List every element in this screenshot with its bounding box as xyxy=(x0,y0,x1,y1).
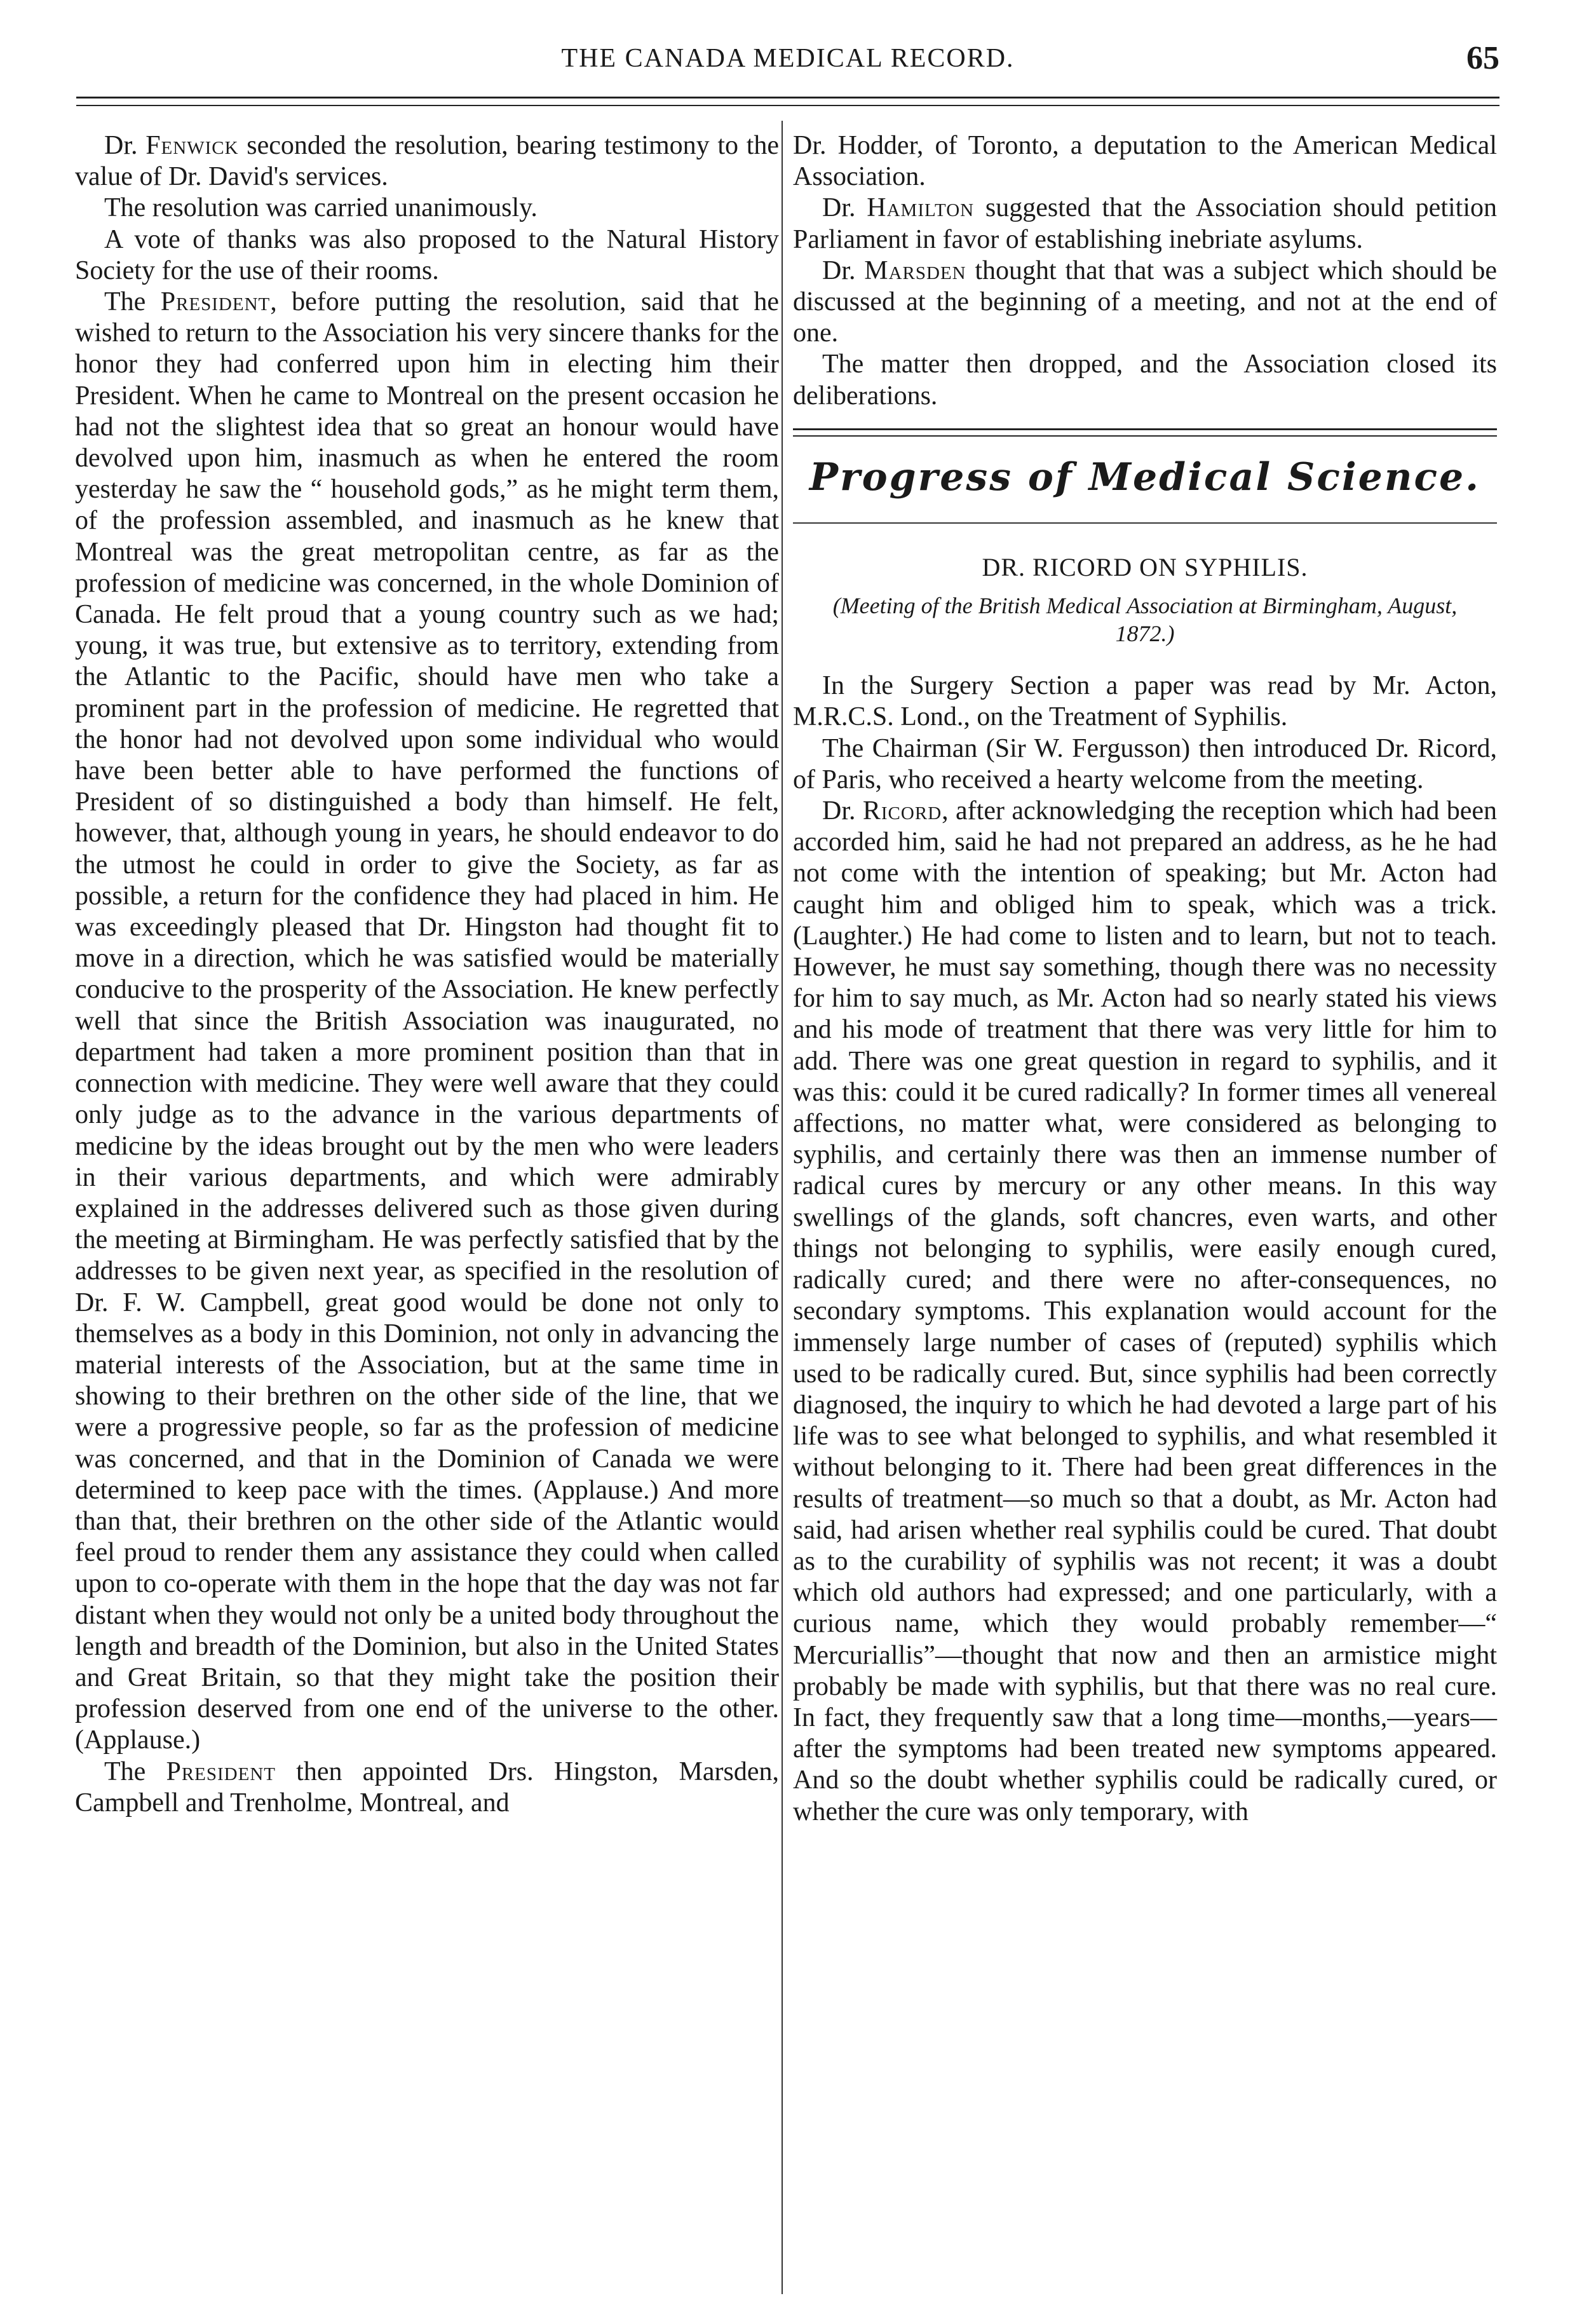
journal-title: THE CANADA MEDICAL RECORD. xyxy=(561,44,1015,73)
section-rule xyxy=(793,428,1497,437)
page-number: 65 xyxy=(1466,40,1499,76)
paragraph: Dr. Ricord, after acknowledging the reception which had been accorded him, said he had not prepared an address, as he he had not come with the intention of speaking; but Mr. Acton had caught him and obliged him to speak, which was a trick. (Laughter.) He had come to listen and to learn, but not to teach. However, he must say something, though there was no necessity for him to say much, as Mr. Acton had so nearly stated his views and his mode of treatment that there was very little for him to add. There was one great question in regard to syphilis, and it was this: could it be cured radically? In former times all venereal affections, no matter what, were considered as belonging to syphilis, and certainly there was then an immense number of radical cures by mercury or any other means. In this way swellings of the glands, soft chancres, even warts, and other things not belonging to syphilis, were easily enough cured, radically cured; and there were no after-consequences, no secondary symptoms. This explanation would account for the immensely large number of cases of (reputed) syphilis which used to be radically cured. But, since syphilis had been correctly diagnosed, the inquiry to which he had devoted a large part of his life was to see what belonged to syphilis, and what resembled it without belonging to it. There had been great differences in the results of treatment—so much so that a doubt, as Mr. Acton had said, had arisen whether real syphilis could be cured. That doubt as to the curability of syphilis was not recent; it was a doubt which old authors had expressed; and one particularly, with a curious name, which they would probably remember—“ Mercuriallis”—thought that now and then an armistice might probably be made with syphilis, but that there was no real cure. In fact, they frequently saw that a long time—months,—years—after the symptoms had been treated new symptoms appeared. And so the doubt whether syphilis could be radically cured, or whether the cure was only temporary, with xyxy=(793,796,1497,1826)
paragraph: The resolution was carried unanimously. xyxy=(104,193,538,223)
paragraph: A vote of thanks was also proposed to the Natural History Society for the use of their rooms. xyxy=(75,224,779,285)
paragraph: Dr. Fenwick seconded the resolution, bearing testimony to the value of Dr. David's services. xyxy=(75,131,780,192)
article-title: DR. RICORD ON SYPHILIS. xyxy=(982,553,1308,582)
paragraph: Dr. Hodder, of Toronto, a deputation to the American Medical Association. xyxy=(793,131,1497,192)
article-subtitle: (Meeting of the British Medical Association at Birmingham, August, 1872.) xyxy=(832,593,1458,647)
section-underline xyxy=(793,522,1497,524)
header-rule xyxy=(76,97,1499,106)
paragraph: The Chairman (Sir W. Fergusson) then introduced Dr. Ricord, of Paris, who received a hearty welcome from the meeting. xyxy=(793,733,1497,794)
left-column xyxy=(75,130,779,1819)
paragraph: The matter then dropped, and the Association closed its deliberations. xyxy=(793,350,1497,411)
paragraph: Dr. Hamilton suggested that the Association should petition Parliament in favor of establishing inebriate asylums. xyxy=(793,193,1498,254)
paragraph: The President, before putting the resolution, said that he wished to return to the Association his very sincere thanks for the honor they had conferred upon him in electing him their President. When he came to Montreal on the present occasion he had not the slightest idea that so great an honour would have devolved upon him, inasmuch as when he entered the room yesterday he saw the “ household gods,” as he might term them, of the profession assembled, and inasmuch as he knew that Montreal was the great metropolitan centre, as far as the profession of medicine was concerned, in the whole Dominion of Canada. He felt proud that a young country such as we had; young, it was true, but extensive as to territory, extending from the Atlantic to the Pacific, should have men who take a prominent part in the profession of medicine. He regretted that the honor had not devolved upon some individual who would have been better able to have performed the functions of President of so distinguished a body than himself. He felt, however, that, although young in years, he should endeavor to do the utmost he could in order to give the Society, as far as possible, a return for the confidence they had placed in him. He was exceedingly pleased that Dr. Hingston had thought fit to move in a direction, which he was satisfied would be materially conducive to the prosperity of the Association. He knew perfectly well that since the British Association was inaugurated, no department had taken a more prominent position than that in connection with medicine. They were well aware that they could only judge as to the advance in the various departments of medicine by the ideas brought out by the men who were leaders in their various departments, and which were admirably explained in the addresses delivered such as those given during the meeting at Birmingham. He was perfectly satisfied that by the addresses to be given next year, as specified in the resolution of Dr. F. W. Campbell, great good would be done not only to themselves as a body in this Dominion, not only in advancing the material interests of the Association, but at the same time in showing to their brethren on the other side of the line, that we were a progressive people, so far as the profession of medicine was concerned, and that in the Dominion of Canada we were determined to keep pace with the times. (Applause.) And more than that, their brethren on the other side of the Atlantic would feel proud to render them any assistance they could when called upon to co-operate with them in the hope that the day was not far distant when they would not only be a united body throughout the length and breadth of the Dominion, but also in the United States and Great Britain, so that they might take the position their profession deserved from one end of the universe to the other. (Applause.) xyxy=(75,287,779,1755)
section-heading: Progress of Medical Science. xyxy=(809,454,1481,499)
paragraph: Dr. Marsden thought that that was a subject which should be discussed at the beginning of a meeting, and not at the end of one. xyxy=(793,255,1497,348)
paragraph: The President then appointed Drs. Hingston, Marsden, Campbell and Trenholme, Montreal, and xyxy=(75,1757,779,1818)
right-column xyxy=(793,130,1497,1828)
running-header xyxy=(76,39,1499,84)
paragraph: In the Surgery Section a paper was read by Mr. Acton, M.R.C.S. Lond., on the Treatment of Syphilis. xyxy=(793,671,1497,732)
column-divider xyxy=(782,121,783,2294)
